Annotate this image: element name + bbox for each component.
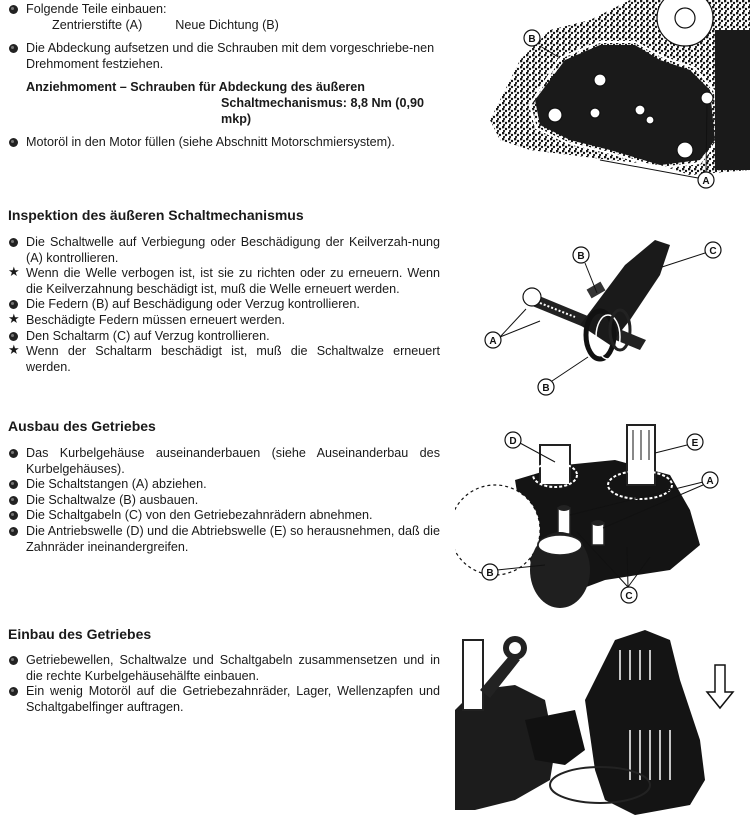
bolt-hole [646, 116, 654, 124]
item-text: Getriebewellen, Schaltwalze und Schaltgabeln zusammensetzen und in die rechte Kurbelgehäusehälfte einbauen. [26, 653, 440, 683]
parts-line [8, 18, 440, 34]
part-a: Zentrierstifte (A) [52, 17, 143, 32]
bullet-icon [9, 44, 18, 53]
bullet-icon [9, 527, 18, 536]
bolt-hole [677, 142, 693, 158]
heading-inspektion: Inspektion des äußeren Schaltmechanismus [8, 207, 304, 223]
bullet-icon [9, 138, 18, 147]
item-text: Die Abdeckung aufsetzen und die Schrauben mit dem vorgeschriebe-nen Drehmoment festziehen. [26, 41, 435, 71]
figure-crankcase-cover [460, 0, 750, 200]
shift-rod [592, 523, 604, 545]
arrow-icon [707, 665, 733, 708]
callout-label: B [542, 383, 550, 394]
callout-label: B [577, 251, 585, 262]
left-gear [455, 485, 540, 575]
shift-rod [558, 508, 570, 534]
item-text: Die Schaltstangen (A) abziehen. [26, 477, 207, 492]
heading-einbau: Einbau des Getriebes [8, 626, 152, 642]
figure-shift-shaft [460, 225, 750, 405]
bolt-hole [594, 74, 606, 86]
item-text: Folgende Teile einbauen: [26, 2, 167, 16]
bullet-icon [9, 687, 18, 696]
callout-label: C [709, 246, 717, 257]
bullet-icon [9, 5, 18, 14]
list-item [8, 235, 440, 266]
list-item [8, 684, 440, 715]
gear-hub [675, 8, 695, 28]
bullet-icon [9, 332, 18, 341]
callout-label: A [702, 176, 710, 187]
item-text: Die Schaltgabeln (C) von den Getriebezahnrädern abnehmen. [26, 508, 373, 523]
bullet-icon [9, 656, 18, 665]
star-icon: ★ [8, 311, 20, 327]
item-text: Die Schaltwalze (B) ausbauen. [26, 492, 199, 507]
list-item [8, 41, 440, 72]
callout-label: A [706, 476, 714, 487]
star-icon: ★ [8, 343, 20, 359]
callout-label: A [489, 336, 497, 347]
item-text: Beschädigte Federn müssen erneuert werden. [26, 312, 286, 327]
torque-line-1: Anziehmoment – Schrauben für Abdeckung des äußeren [26, 80, 365, 95]
section-einbau [8, 653, 440, 715]
figure-installation [455, 620, 750, 831]
bolt-hole [635, 105, 645, 115]
item-text: Die Schaltwelle auf Verbiegung oder Beschädigung der Keilverzah-nung (A) kontrollieren. [26, 235, 440, 265]
torque-line-2: Schaltmechanismus: 8,8 Nm (0,90 mkp) [221, 95, 424, 126]
list-item [8, 2, 440, 18]
dowel-pin [701, 92, 713, 104]
list-item [8, 266, 440, 297]
item-text: Die Federn (B) auf Beschädigung oder Verzug kontrollieren. [26, 297, 360, 312]
list-item [8, 344, 440, 375]
list-item [8, 297, 440, 313]
bullet-icon [9, 480, 18, 489]
list-item [8, 135, 440, 151]
bullet-icon [9, 449, 18, 458]
item-text: Das Kurbelgehäuse auseinanderbauen (siehe Auseinanderbau des Kurbelgehäuses). [26, 446, 440, 476]
right-gear-stack [585, 630, 705, 815]
part-b: Neue Dichtung (B) [175, 17, 279, 32]
list-item [8, 446, 440, 477]
list-item [8, 329, 440, 345]
item-text: Wenn die Welle verbogen ist, ist sie zu richten oder zu erneuern. Wenn die Keilverzahnung beschädigt ist, muß die Welle erneuert werden. [26, 266, 440, 296]
list-item [8, 477, 440, 493]
heading-ausbau: Ausbau des Getriebes [8, 418, 156, 434]
bullet-icon [9, 511, 18, 520]
bolt-hole [590, 108, 600, 118]
bullet-icon [9, 300, 18, 309]
torque-spec [8, 80, 440, 127]
list-item [8, 508, 440, 524]
list-item [8, 653, 440, 684]
figure-transmission [455, 420, 750, 615]
callout-label: D [509, 436, 517, 447]
section-top [8, 2, 440, 151]
bullet-icon [9, 238, 18, 247]
item-text: Motoröl in den Motor füllen (siehe Abschnitt Motorschmiersystem). [26, 135, 395, 150]
list-item [8, 493, 440, 509]
dark-block [715, 30, 750, 170]
shaft-end [523, 288, 541, 306]
item-text: Den Schaltarm (C) auf Verzug kontrollieren. [26, 328, 270, 343]
callout-label: B [528, 34, 536, 45]
bolt-hole [548, 108, 562, 122]
item-text: Die Antriebswelle (D) und die Abtriebswelle (E) so herausnehmen, daß die Zahnräder ineinandergreifen. [26, 523, 440, 554]
callout-label: C [625, 591, 633, 602]
list-item [8, 313, 440, 329]
section-ausbau [8, 446, 440, 555]
star-icon: ★ [8, 265, 20, 281]
shaft-pillar [463, 640, 483, 710]
item-text: Wenn der Schaltarm beschädigt ist, muß die Schaltwalze erneuert werden. [26, 344, 440, 374]
section-inspektion [8, 235, 440, 375]
callout-label: E [691, 438, 699, 449]
bullet-icon [9, 496, 18, 505]
list-item [8, 524, 440, 555]
item-text: Ein wenig Motoröl auf die Getriebezahnräder, Lager, Wellenzapfen und Schaltgabelfinger auftragen. [26, 684, 440, 714]
callout-label: B [486, 568, 494, 579]
